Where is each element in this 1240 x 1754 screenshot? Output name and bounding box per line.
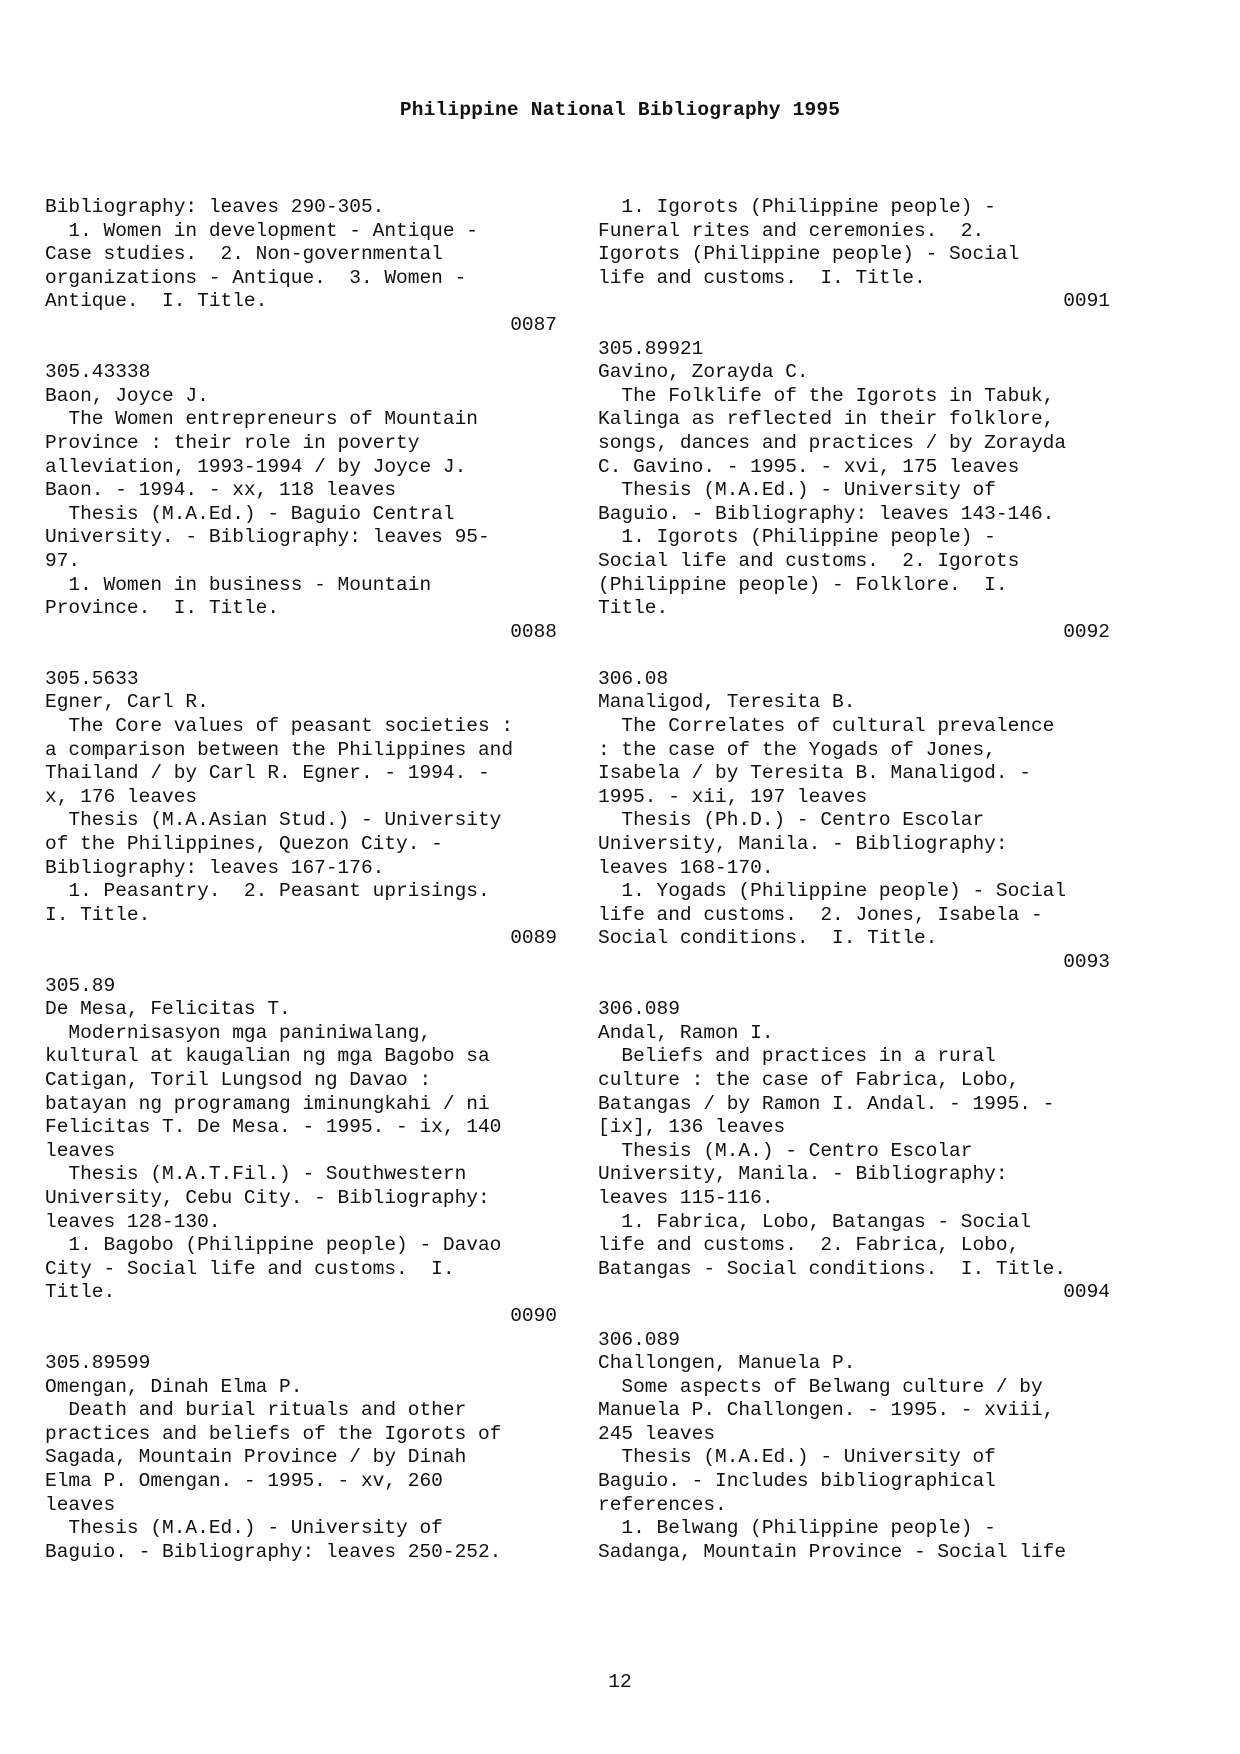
entry-line: Thesis (M.A.Ed.) - University of — [45, 1517, 443, 1540]
entry-line: University, Cebu City. - Bibliography: — [45, 1186, 490, 1209]
entry-line: of the Philippines, Quezon City. - — [45, 833, 443, 856]
entry-spacer — [598, 314, 1110, 338]
entry-line: Gavino, Zorayda C. — [598, 361, 809, 384]
entry-line: Social conditions. I. Title. — [598, 927, 938, 950]
entry-line: 1. Igorots (Philippine people) - — [598, 526, 996, 549]
entry-number: 0091 — [1063, 290, 1110, 313]
entry-line: Baguio. - Includes bibliographical — [598, 1470, 996, 1493]
entry-line: Omengan, Dinah Elma P. — [45, 1375, 303, 1398]
entry-line: 305.89921 — [598, 337, 704, 360]
entry-line: Title. — [598, 597, 669, 620]
entry-line: Thesis (M.A.Ed.) - University of — [598, 1446, 996, 1469]
entry-number: 0090 — [510, 1304, 557, 1327]
entry-line: Elma P. Omengan. - 1995. - xv, 260 — [45, 1470, 443, 1493]
entry-line: a comparison between the Philippines and — [45, 738, 514, 761]
entry-line: 306.089 — [598, 998, 680, 1021]
entry-line: Felicitas T. De Mesa. - 1995. - ix, 140 — [45, 1116, 502, 1139]
entry-line: Modernisasyon mga paniniwalang, — [45, 1021, 432, 1044]
entry-line: Social life and customs. 2. Igorots — [598, 549, 1020, 572]
entry-line: Manaligod, Teresita B. — [598, 691, 856, 714]
entry-line: kultural at kaugalian ng mga Bagobo sa — [45, 1045, 490, 1068]
entry-line: life and customs. 2. Jones, Isabela - — [598, 903, 1043, 926]
entry-spacer — [598, 975, 1110, 999]
entry-line: University. - Bibliography: leaves 95- — [45, 526, 490, 549]
entry-line: life and customs. I. Title. — [598, 266, 926, 289]
entry-line: x, 176 leaves — [45, 785, 198, 808]
entry-line: leaves 115-116. — [598, 1186, 774, 1209]
entry-line: 305.89599 — [45, 1352, 151, 1375]
entry-line: Thesis (M.A.Ed.) - University of — [598, 479, 996, 502]
entry-line: culture : the case of Fabrica, Lobo, — [598, 1068, 1020, 1091]
entry-line: Igorots (Philippine people) - Social — [598, 243, 1020, 266]
entry-line: Province. I. Title. — [45, 597, 280, 620]
entry-line: [ix], 136 leaves — [598, 1116, 786, 1139]
entry-line: 305.5633 — [45, 667, 139, 690]
entry-line: Batangas / by Ramon I. Andal. - 1995. - — [598, 1092, 1055, 1115]
entry-line: Thailand / by Carl R. Egner. - 1994. - — [45, 762, 490, 785]
left-column — [45, 196, 557, 1564]
entry-line: 1. Belwang (Philippine people) - — [598, 1517, 996, 1540]
entry-line: 1. Bagobo (Philippine people) - Davao — [45, 1234, 502, 1257]
entry-spacer — [45, 951, 557, 975]
entry-line: leaves 168-170. — [598, 856, 774, 879]
entry-line: leaves 128-130. — [45, 1210, 221, 1233]
entry-line: 97. — [45, 549, 81, 572]
entry-line: Catigan, Toril Lungsod ng Davao : — [45, 1068, 432, 1091]
entry-number: 0094 — [1063, 1281, 1110, 1304]
entry-number: 0088 — [510, 620, 557, 643]
entry-line: Manuela P. Challongen. - 1995. - xviii, — [598, 1399, 1055, 1422]
entry-spacer — [45, 338, 557, 362]
entry-line: Thesis (M.A.Ed.) - Baguio Central — [45, 502, 455, 525]
entry-spacer — [598, 644, 1110, 668]
entry-number: 0092 — [1063, 620, 1110, 643]
entry-line: Baon, Joyce J. — [45, 384, 209, 407]
entry-line: practices and beliefs of the Igorots of — [45, 1422, 502, 1445]
entry-line: 1. Yogads (Philippine people) - Social — [598, 880, 1067, 903]
entry-line: Egner, Carl R. — [45, 691, 209, 714]
entry-line: Thesis (Ph.D.) - Centro Escolar — [598, 809, 985, 832]
entry-line: leaves — [45, 1139, 116, 1162]
entry-line: Some aspects of Belwang culture / by — [598, 1375, 1043, 1398]
entry-line: Sagada, Mountain Province / by Dinah — [45, 1446, 467, 1469]
entry-line: 1. Fabrica, Lobo, Batangas - Social — [598, 1210, 1031, 1233]
entry-line: C. Gavino. - 1995. - xvi, 175 leaves — [598, 455, 1020, 478]
entry-spacer — [45, 644, 557, 668]
entry-line: University, Manila. - Bibliography: — [598, 1163, 1008, 1186]
entry-line: Thesis (M.A.Asian Stud.) - University — [45, 809, 502, 832]
entry-line: Baguio. - Bibliography: leaves 143-146. — [598, 502, 1055, 525]
entry-line: Challongen, Manuela P. — [598, 1352, 856, 1375]
entry-number: 0087 — [510, 313, 557, 336]
entry-line: The Core values of peasant societies : — [45, 715, 514, 738]
entry-line: Antique. I. Title. — [45, 290, 268, 313]
entry-line: 1. Women in business - Mountain — [45, 573, 432, 596]
entry-line: The Women entrepreneurs of Mountain — [45, 408, 478, 431]
entry-line: Baon. - 1994. - xx, 118 leaves — [45, 479, 397, 502]
entry-line: 305.89 — [45, 974, 116, 997]
entry-line: 306.08 — [598, 667, 669, 690]
entry-line: Thesis (M.A.T.Fil.) - Southwestern — [45, 1163, 467, 1186]
entry-line: songs, dances and practices / by Zorayda — [598, 431, 1067, 454]
entry-line: Isabela / by Teresita B. Manaligod. - — [598, 762, 1031, 785]
entry-line: references. — [598, 1493, 727, 1516]
entry-line: City - Social life and customs. I. — [45, 1257, 455, 1280]
page-title: Philippine National Bibliography 1995 — [399, 99, 841, 121]
entry-line: 1. Igorots (Philippine people) - — [598, 196, 996, 218]
entry-line: 306.089 — [598, 1328, 680, 1351]
entry-line: leaves — [45, 1493, 116, 1516]
entry-line: Beliefs and practices in a rural — [598, 1045, 996, 1068]
entry-line: 245 leaves — [598, 1422, 716, 1445]
entry-line: Andal, Ramon I. — [598, 1021, 774, 1044]
entry-line: Kalinga as reflected in their folklore, — [598, 408, 1055, 431]
entry-line: : the case of the Yogads of Jones, — [598, 738, 996, 761]
entry-line: 1. Women in development - Antique - — [45, 219, 478, 242]
entry-line: I. Title. — [45, 903, 151, 926]
entry-line: The Folklife of the Igorots in Tabuk, — [598, 384, 1055, 407]
right-column — [598, 196, 1110, 1564]
entry-line: Thesis (M.A.) - Centro Escolar — [598, 1139, 973, 1162]
entry-line: 1. Peasantry. 2. Peasant uprisings. — [45, 880, 490, 903]
entry-line: Baguio. - Bibliography: leaves 250-252. — [45, 1540, 502, 1563]
entry-line: alleviation, 1993-1994 / by Joyce J. — [45, 455, 467, 478]
entry-line: Batangas - Social conditions. I. Title. — [598, 1257, 1067, 1280]
entry-line: Bibliography: leaves 167-176. — [45, 856, 385, 879]
entry-line: batayan ng programang iminungkahi / ni — [45, 1092, 490, 1115]
entry-line: University, Manila. - Bibliography: — [598, 833, 1008, 856]
entry-spacer — [598, 1305, 1110, 1329]
entry-spacer — [45, 1329, 557, 1353]
entry-line: Case studies. 2. Non-governmental — [45, 243, 443, 266]
entry-line: 1995. - xii, 197 leaves — [598, 785, 868, 808]
entry-line: Sadanga, Mountain Province - Social life — [598, 1540, 1067, 1563]
entry-number: 0093 — [1063, 951, 1110, 973]
entry-line: Province : their role in poverty — [45, 431, 420, 454]
entry-line: 305.43338 — [45, 361, 151, 384]
entry-line: Funeral rites and ceremonies. 2. — [598, 219, 985, 242]
entry-line: Death and burial rituals and other — [45, 1399, 467, 1422]
entry-line: De Mesa, Felicitas T. — [45, 998, 291, 1021]
entry-line: (Philippine people) - Folklore. I. — [598, 573, 1008, 596]
entry-line: life and customs. 2. Fabrica, Lobo, — [598, 1234, 1020, 1257]
entry-line: Bibliography: leaves 290-305. — [45, 196, 385, 218]
entry-line: Title. — [45, 1281, 116, 1304]
entry-number: 0089 — [510, 927, 557, 950]
page-number: 12 — [608, 1671, 632, 1693]
entry-line: organizations - Antique. 3. Women - — [45, 266, 467, 289]
entry-line: The Correlates of cultural prevalence — [598, 715, 1055, 738]
